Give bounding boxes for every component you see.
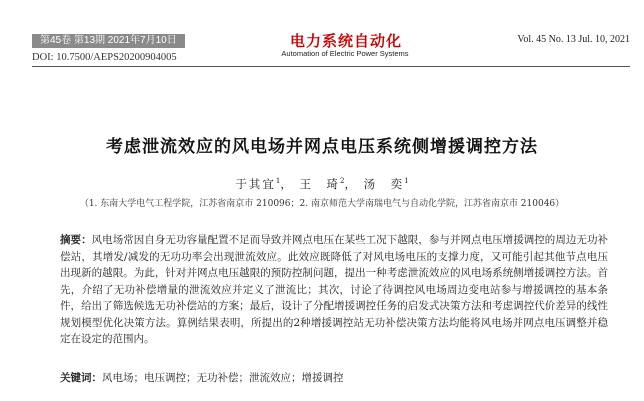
volume-issue-en: Vol. 45 No. 13 Jul. 10, 2021: [517, 34, 630, 45]
keywords-text: 风电场；电压调控；无功补偿；泄流效应；增援调控: [102, 372, 344, 384]
abstract-text: 风电场常因自身无功容量配置不足而导致并网点电压在某些工况下越限，参与并网点电压增援调控的周边无功补偿站，其增发/减发的无功功率会出现泄流效应。此效应既降低了对风电场电压的支撑力度，又可能引起其他节点电压出现新的越限。为此，针对并网点电压越限的预防控制问题，提出一种考虑泄流效应的风电场系统侧增援调控方法。首先，介绍了无功补偿增量的泄流效应并定义了泄流比；其次，讨论了待调控风电场周边变电站参与增援调控的基本条件，给出了筛选候选无功补偿站的方案；最后，设计了分配增援调控任务的启发式决策方法和考虑调控代价差异的线性规划模型优化决策方法。算例结果表明，所提出的2种增援调控站无功补偿决策方法均能将风电场并网点电压调整并稳定在设定的范围内。: [60, 234, 609, 345]
author-name: 王 琦: [299, 177, 341, 191]
affiliations: （1. 东南大学电气工程学院，江苏省南京市 210096；2. 南京师范大学南瑞电气与自动化学院，江苏省南京市 210046）: [79, 199, 565, 209]
keywords-label: 关键词：: [60, 372, 102, 384]
journal-logo-cn: 电力系统自动化: [290, 32, 403, 50]
paper-title: 考虑泄流效应的风电场并网点电压系统侧增援调控方法: [106, 137, 538, 157]
author-affiliation-mark: 2: [340, 177, 345, 186]
journal-name-en: Automation of Electric Power Systems: [281, 49, 409, 58]
author-name: 于其宜: [235, 177, 276, 191]
keywords: [60, 370, 608, 385]
abstract-label: 摘要：: [60, 234, 92, 246]
abstract: [60, 232, 608, 348]
author-affiliation-mark: 1: [275, 177, 281, 186]
author-list: 于其宜$^1$， 王 琦$^2$， 汤 奕$^1$: [235, 177, 409, 191]
volume-issue-cn: 第45卷 第13期 2021年7月10日: [32, 34, 185, 48]
author-affiliation-mark: 1: [404, 177, 409, 186]
author-name: 汤 奕: [363, 177, 405, 191]
doi: DOI: 10.7500/AEPS20200904005: [32, 52, 177, 63]
header-divider: [32, 66, 630, 67]
